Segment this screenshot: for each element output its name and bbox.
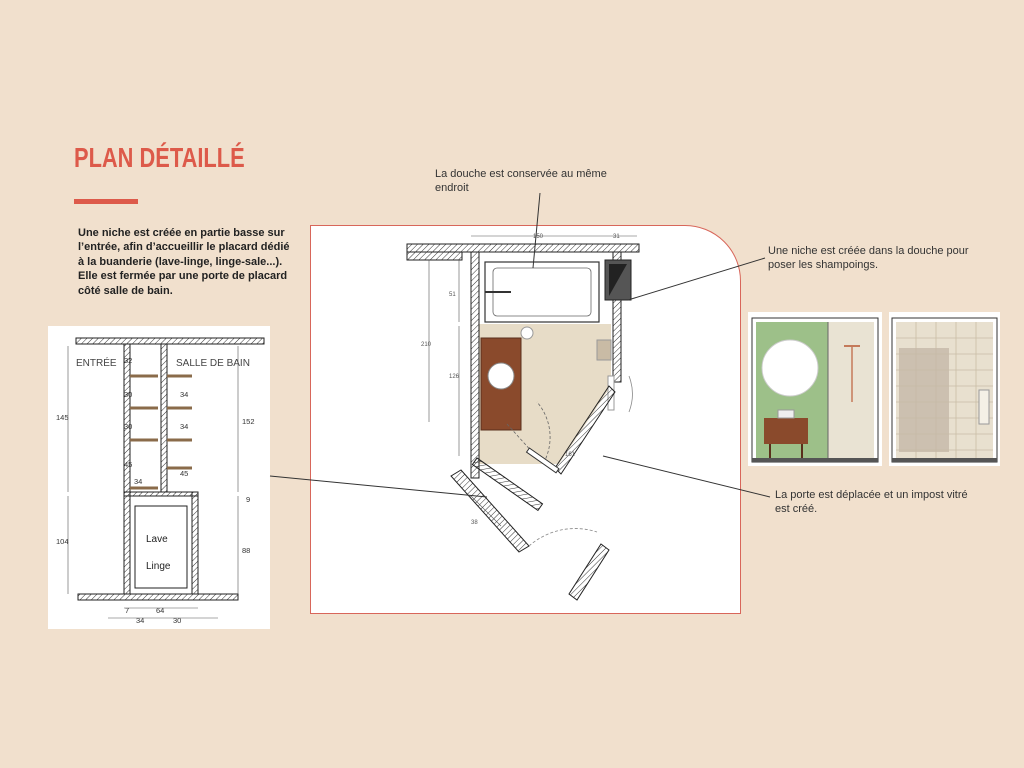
svg-text:45: 45: [180, 469, 189, 478]
top-wall: [76, 338, 264, 344]
lave-label: Lave: [146, 534, 168, 545]
svg-text:34: 34: [134, 477, 143, 486]
entree-label: ENTRÉE: [76, 358, 117, 369]
niche-wall-left: [124, 492, 130, 594]
vanity-elevation: [748, 312, 882, 466]
svg-text:34: 34: [180, 390, 189, 399]
svg-text:210: 210: [421, 342, 432, 348]
linge-label: Linge: [146, 561, 171, 572]
salle-de-bain-label: SALLE DE BAIN: [176, 358, 250, 369]
round-mirror: [762, 340, 818, 396]
bathroom-floor-plan: [310, 225, 741, 614]
bottom-wall: [78, 594, 238, 600]
svg-text:7: 7: [125, 606, 130, 615]
shower-elevation: [889, 312, 1000, 466]
annotation-niche: Une niche est créée dans la douche pour poser les shampoings.: [768, 245, 969, 271]
svg-text:88: 88: [242, 546, 251, 555]
svg-text:30: 30: [173, 616, 182, 625]
niche-section-plan: [48, 326, 270, 629]
svg-text:38: 38: [471, 520, 478, 526]
shower-glass: [899, 348, 949, 452]
annotation-door: La porte est déplacée et un impost vitré est créé.: [775, 489, 968, 515]
niche-top: [124, 492, 198, 496]
page-title: PLAN DÉTAILLÉ: [74, 142, 245, 173]
svg-text:34: 34: [136, 616, 145, 625]
svg-text:9: 9: [246, 495, 251, 504]
wall-right-upper: [161, 344, 167, 492]
svg-text:145: 145: [56, 413, 69, 422]
svg-text:34: 34: [180, 422, 189, 431]
sink-basin: [488, 363, 514, 389]
vanity-front: [764, 418, 808, 444]
left-stub-wall: [407, 252, 462, 260]
svg-text:104: 104: [56, 537, 69, 546]
svg-text:161: 161: [565, 452, 576, 458]
niche-wall-right: [192, 492, 198, 594]
title-underline: [74, 199, 138, 204]
svg-text:31: 31: [613, 234, 620, 240]
svg-text:51: 51: [449, 292, 456, 298]
wall-left-upper: [124, 344, 133, 492]
svg-text:150: 150: [533, 234, 544, 240]
svg-text:30: 30: [124, 422, 133, 431]
tile-wall: [828, 322, 874, 458]
main-left-wall: [471, 252, 479, 478]
main-top-wall: [407, 244, 639, 252]
svg-text:30: 30: [124, 390, 133, 399]
svg-text:32: 32: [124, 356, 133, 365]
washing-machine: [135, 506, 187, 588]
shampoo-niche: [979, 390, 989, 424]
annotation-shower: La douche est conservée au même endroit: [435, 168, 607, 194]
niche-description: Une niche est créée en partie basse sur l’entrée, afin d’accueillir le placard dédié à la buanderie (lave-linge, linge-sale...). Elle est fermée par une porte de placard côté salle de bain.: [78, 227, 290, 297]
svg-text:126: 126: [449, 374, 460, 380]
svg-text:152: 152: [242, 417, 255, 426]
svg-text:45: 45: [124, 460, 133, 469]
svg-text:64: 64: [156, 606, 165, 615]
